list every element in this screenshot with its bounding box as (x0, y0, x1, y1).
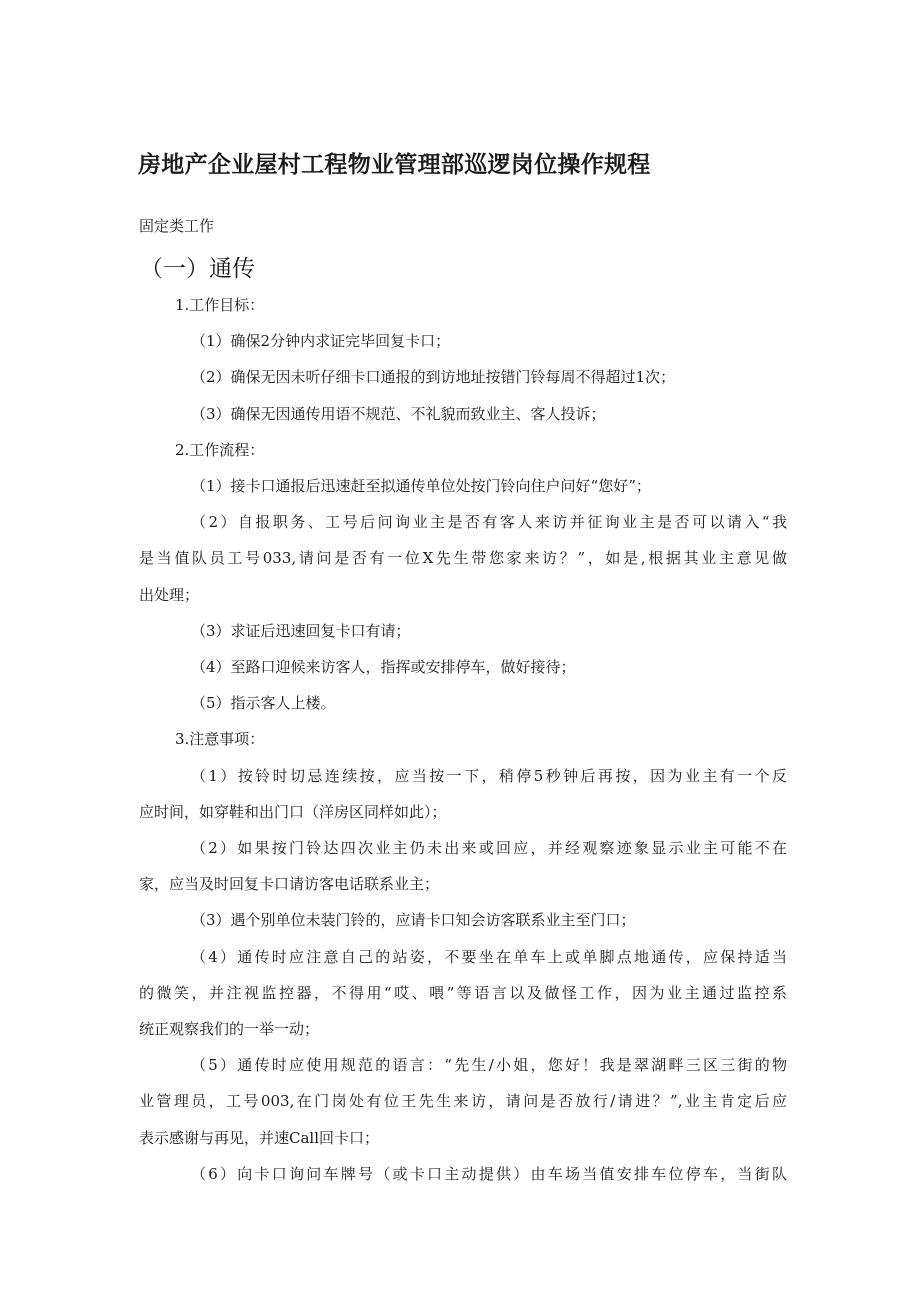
document-body (139, 287, 787, 1192)
paragraph-line: 家，应当及时回复卡口请访客电话联系业主； (139, 875, 440, 894)
paragraph-line: （2）如果按门铃达四次业主仍未出来或回应，并经观察迹象显示业主可能不在 (191, 839, 787, 858)
paragraph-line: 的微笑，并注视监控器，不得用“哎、喂”等语言以及做怪工作，因为业主通过监控系 (139, 983, 787, 1002)
paragraph-line: （1）按铃时切忌连续按，应当按一下，稍停5秒钟后再按，因为业主有一个反 (191, 766, 787, 785)
paragraph-line: 表示感谢与再见，并速Call回卡口； (139, 1128, 380, 1147)
paragraph-line: （5）指示客人上楼。 (191, 694, 336, 713)
paragraph-line: （3）遇个别单位未装门铃的，应请卡口知会访客联系业主至门口； (191, 911, 636, 930)
paragraph-line: 是当值队员工号033,请问是否有一位X先生带您家来访？”，如是,根据其业主意见做 (139, 549, 787, 568)
paragraph-line: （6）向卡口询问车牌号（或卡口主动提供）由车场当值安排车位停车，当街队 (191, 1164, 787, 1183)
paragraph-line: （4）通传时应注意自己的站姿，不要坐在单车上或单脚点地通传，应保持适当 (191, 947, 787, 966)
paragraph-line: 统正观察我们的一举一动； (139, 1020, 320, 1039)
paragraph-line: 1.工作目标： (175, 296, 265, 314)
paragraph-line: 2.工作流程： (175, 440, 265, 459)
document-title: 房地产企业屋村工程物业管理部巡逻岗位操作规程 (138, 152, 651, 178)
paragraph-line: （2）自报职务、工号后问询业主是否有客人来访并征询业主是否可以请入“我 (191, 513, 787, 532)
paragraph-line: 应时间，如穿鞋和出门口（洋房区同样如此）； (139, 802, 447, 821)
paragraph-line: （3）确保无因通传用语不规范、不礼貌而致业主、客人投诉； (191, 404, 606, 423)
paragraph-line: （2）确保无因未听仔细卡口通报的到访地址按错门铃每周不得超过1次； (191, 368, 676, 387)
paragraph-line: （3）求证后迅速回复卡口有请； (191, 621, 411, 640)
category-label: 固定类工作 (139, 217, 215, 235)
paragraph-line: （1）接卡口通报后迅速赶至拟通传单位处按门铃向住户问好“您好”； (191, 477, 651, 496)
paragraph-line: （1）确保2分钟内求证完毕回复卡口； (191, 332, 451, 351)
paragraph-line: 3.注意事项： (175, 730, 265, 749)
paragraph-line: 业管理员，工号003,在门岗处有位王先生来访，请问是否放行/请进？”,业主肯定后应 (139, 1092, 787, 1111)
paragraph-line: （4）至路口迎候来访客人，指挥或安排停车，做好接待； (191, 658, 576, 677)
section-heading: （一）通传 (140, 256, 255, 282)
paragraph-line: （5）通传时应使用规范的语言：“先生/小姐，您好！我是翠湖畔三区三街的物 (191, 1056, 787, 1075)
paragraph-line: 出处理； (139, 585, 200, 604)
